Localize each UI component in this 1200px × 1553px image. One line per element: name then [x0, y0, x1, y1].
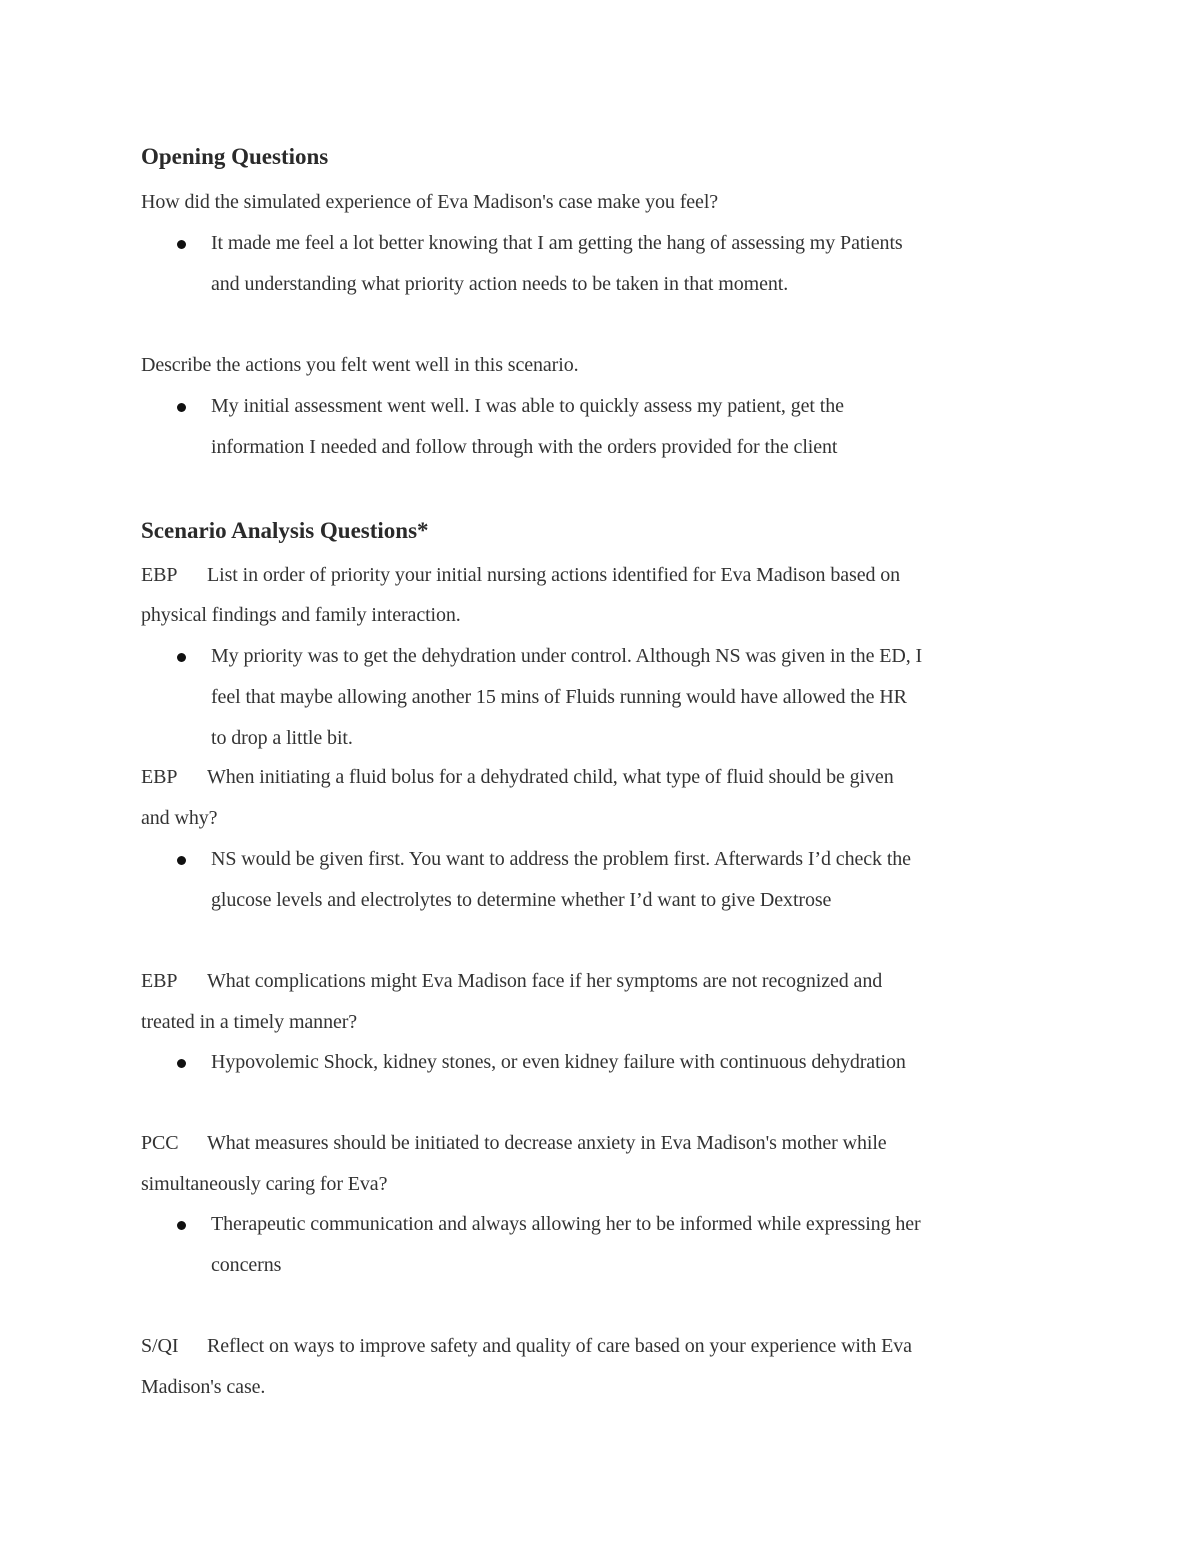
analysis-answer-2-line-1: NS would be given first. You want to address the problem first. Afterwards I’d check the	[211, 848, 911, 870]
bullet-icon	[177, 1221, 186, 1230]
analysis-question-3-line-1: EBP What complications might Eva Madison face if her symptoms are not recognized and	[141, 970, 883, 992]
bullet-icon	[177, 653, 186, 662]
question-tag: EBP	[141, 970, 178, 992]
bullet-icon	[177, 856, 186, 865]
opening-question-1: How did the simulated experience of Eva Madison's case make you feel?	[141, 191, 719, 213]
analysis-answer-1-line-3: to drop a little bit.	[211, 727, 353, 749]
analysis-question-4-line-2: simultaneously caring for Eva?	[141, 1173, 388, 1195]
analysis-question-5-line-1: S/QI Reflect on ways to improve safety and quality of care based on your experience with Eva	[141, 1335, 912, 1357]
bullet-icon	[177, 403, 186, 412]
opening-answer-2-line-1: My initial assessment went well. I was able to quickly assess my patient, get the	[211, 395, 844, 417]
analysis-question-2-line-2: and why?	[141, 807, 218, 829]
analysis-question-1-line-1: EBP List in order of priority your initial nursing actions identified for Eva Madison based on	[141, 564, 901, 586]
analysis-answer-4-line-2: concerns	[211, 1254, 282, 1276]
question-tag: PCC	[141, 1132, 179, 1154]
opening-question-2: Describe the actions you felt went well in this scenario.	[141, 354, 579, 376]
opening-questions-heading: Opening Questions	[141, 144, 329, 169]
analysis-question-1-line-2: physical findings and family interaction.	[141, 604, 461, 626]
analysis-answer-1-line-1: My priority was to get the dehydration under control. Although NS was given in the ED, I	[211, 645, 923, 667]
question-tag: EBP	[141, 766, 178, 788]
analysis-answer-2-line-2: glucose levels and electrolytes to determine whether I’d want to give Dextrose	[211, 889, 832, 911]
opening-answer-1-line-2: and understanding what priority action needs to be taken in that moment.	[211, 273, 789, 295]
analysis-answer-1-line-2: feel that maybe allowing another 15 mins of Fluids running would have allowed the HR	[211, 686, 907, 708]
scenario-analysis-heading: Scenario Analysis Questions*	[141, 518, 429, 543]
analysis-question-2-line-1: EBP When initiating a fluid bolus for a dehydrated child, what type of fluid should be given	[141, 766, 894, 788]
analysis-question-5-line-2: Madison's case.	[141, 1376, 266, 1398]
analysis-answer-4-line-1: Therapeutic communication and always allowing her to be informed while expressing her	[211, 1213, 921, 1235]
opening-answer-2-line-2: information I needed and follow through with the orders provided for the client	[211, 436, 838, 458]
question-tag: S/QI	[141, 1335, 179, 1357]
question-tag: EBP	[141, 564, 178, 586]
analysis-answer-3-line-1: Hypovolemic Shock, kidney stones, or even kidney failure with continuous dehydration	[211, 1051, 906, 1073]
analysis-question-4-line-1: PCC What measures should be initiated to decrease anxiety in Eva Madison's mother while	[141, 1132, 887, 1154]
bullet-icon	[177, 1059, 186, 1068]
analysis-question-3-line-2: treated in a timely manner?	[141, 1011, 358, 1033]
bullet-icon	[177, 240, 186, 249]
opening-answer-1-line-1: It made me feel a lot better knowing that I am getting the hang of assessing my Patients	[211, 232, 903, 254]
